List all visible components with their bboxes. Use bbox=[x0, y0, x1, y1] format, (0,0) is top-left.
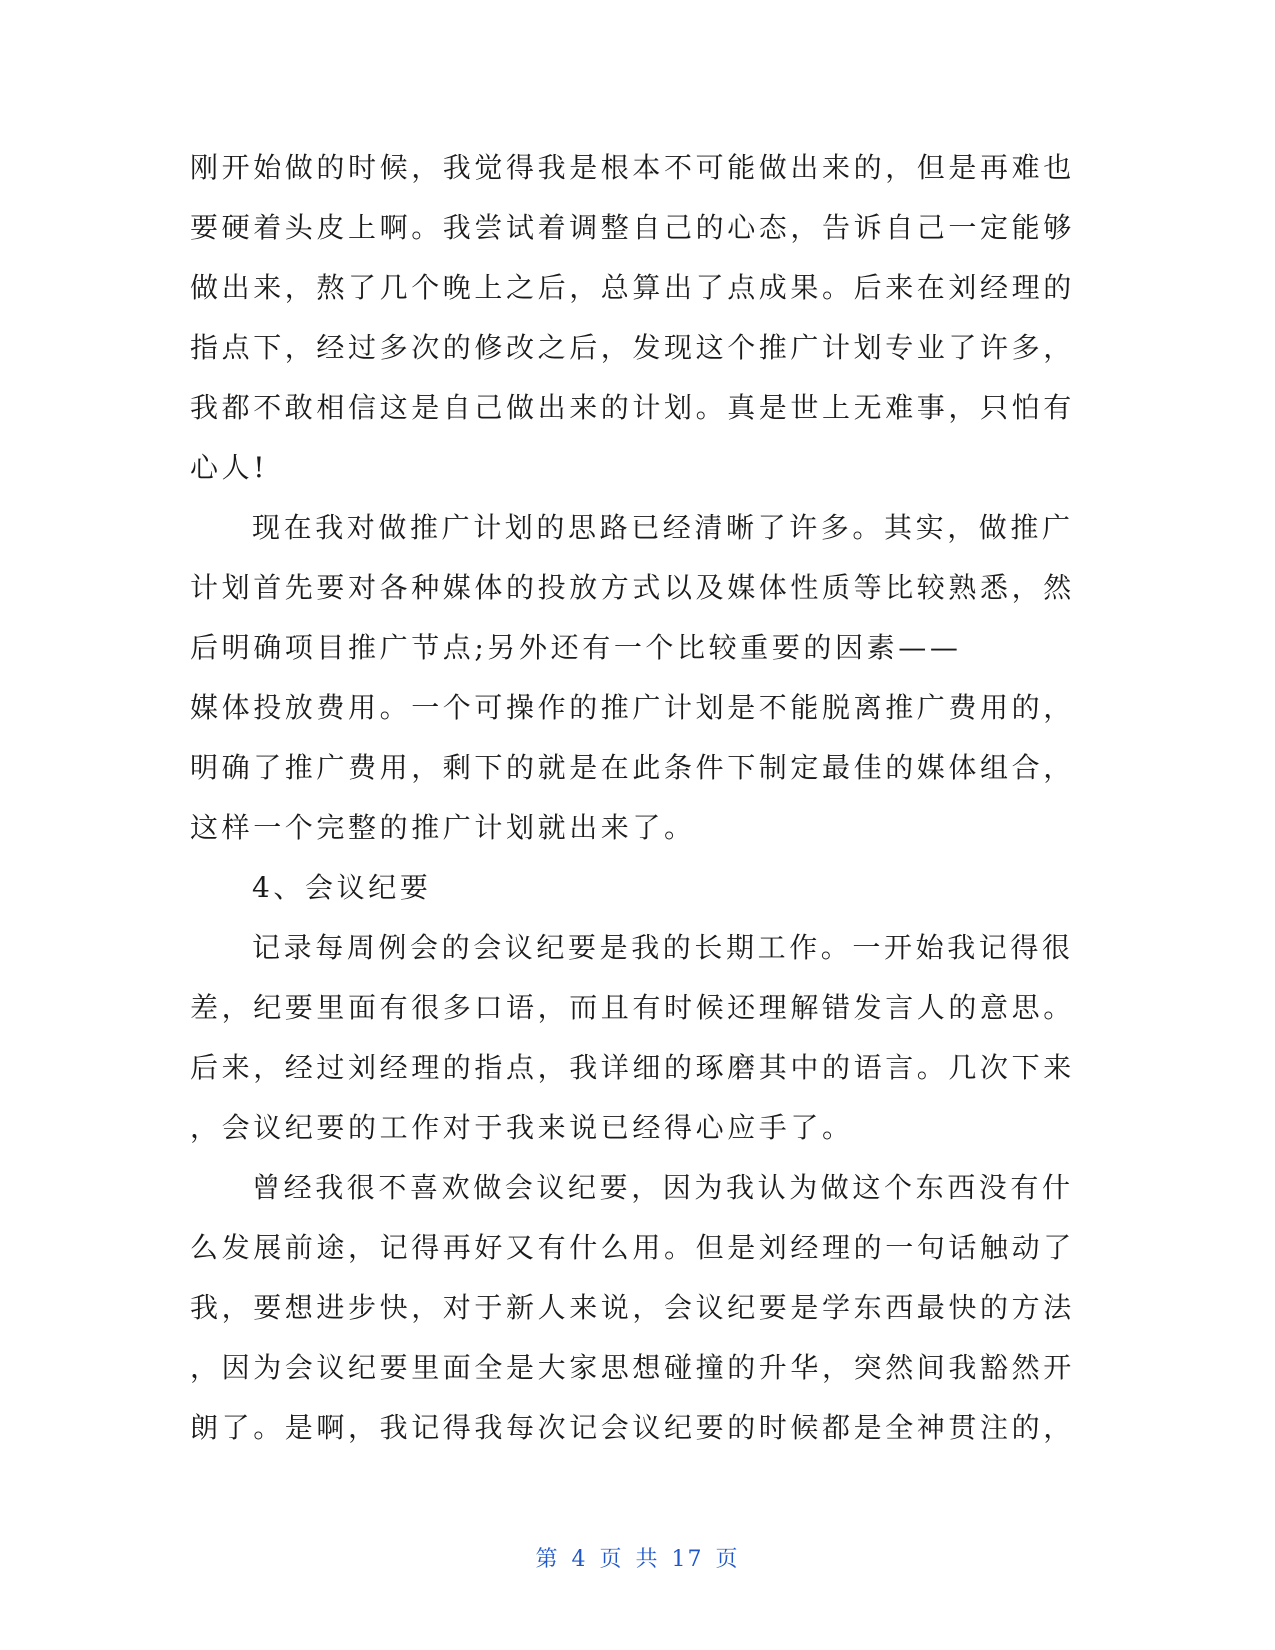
text-line: 后来，经过刘经理的指点，我详细的琢磨其中的语言。几次下来 bbox=[190, 1051, 1075, 1084]
paragraph-start-line: 记录每周例会的会议纪要是我的长期工作。一开始我记得很 bbox=[252, 931, 1074, 964]
text-line: 么发展前途，记得再好又有什么用。但是刘经理的一句话触动了 bbox=[190, 1231, 1075, 1264]
footer-suffix: 页 bbox=[715, 1547, 740, 1572]
text-line: 这样一个完整的推广计划就出来了。 bbox=[190, 811, 696, 844]
text-line: 媒体投放费用。一个可操作的推广计划是不能脱离推广费用的， bbox=[190, 691, 1075, 724]
footer-total-prefix: 共 bbox=[635, 1547, 660, 1572]
text-line: 计划首先要对各种媒体的投放方式以及媒体性质等比较熟悉，然 bbox=[190, 571, 1075, 604]
paragraph-start-line: 曾经我很不喜欢做会议纪要，因为我认为做这个东西没有什 bbox=[252, 1171, 1074, 1204]
current-page-number: 4 bbox=[571, 1547, 588, 1572]
text-line: 差，纪要里面有很多口语，而且有时候还理解错发言人的意思。 bbox=[190, 991, 1075, 1024]
text-line: ，会议纪要的工作对于我来说已经得心应手了。 bbox=[190, 1111, 854, 1144]
footer-page-word: 页 bbox=[599, 1547, 624, 1572]
text-line: 心人! bbox=[190, 451, 269, 484]
text-line: 后明确项目推广节点;另外还有一个比较重要的因素—— bbox=[190, 631, 962, 664]
text-line: 做出来，熬了几个晚上之后，总算出了点成果。后来在刘经理的 bbox=[190, 271, 1075, 304]
footer-prefix: 第 bbox=[535, 1547, 560, 1572]
text-line: 要硬着头皮上啊。我尝试着调整自己的心态，告诉自己一定能够 bbox=[190, 211, 1075, 244]
text-line: 我都不敢相信这是自己做出来的计划。真是世上无难事，只怕有 bbox=[190, 391, 1075, 424]
document-body bbox=[190, 138, 1075, 1458]
text-line: 指点下，经过多次的修改之后，发现这个推广计划专业了许多， bbox=[190, 331, 1075, 364]
page-number-footer bbox=[0, 1542, 1275, 1573]
section-heading: 4、会议纪要 bbox=[252, 871, 432, 904]
text-line: ，因为会议纪要里面全是大家思想碰撞的升华，突然间我豁然开 bbox=[190, 1351, 1075, 1384]
text-line: 我，要想进步快，对于新人来说，会议纪要是学东西最快的方法 bbox=[190, 1291, 1075, 1324]
text-line: 明确了推广费用，剩下的就是在此条件下制定最佳的媒体组合， bbox=[190, 751, 1075, 784]
total-pages-number: 17 bbox=[671, 1547, 704, 1572]
text-line: 朗了。是啊，我记得我每次记会议纪要的时候都是全神贯注的， bbox=[190, 1411, 1075, 1444]
text-line: 刚开始做的时候，我觉得我是根本不可能做出来的，但是再难也 bbox=[190, 151, 1075, 184]
paragraph-start-line: 现在我对做推广计划的思路已经清晰了许多。其实，做推广 bbox=[252, 511, 1074, 544]
